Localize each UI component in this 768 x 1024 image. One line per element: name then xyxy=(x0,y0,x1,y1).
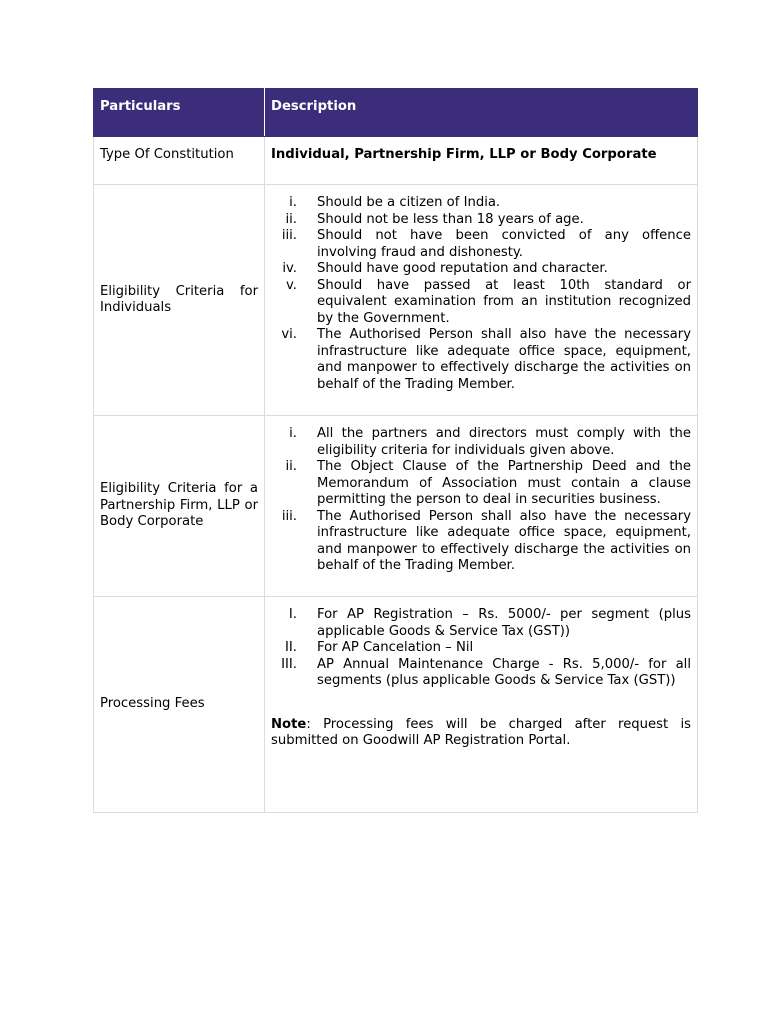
list-item-number: ii. xyxy=(285,459,297,474)
firm-criteria-list xyxy=(271,426,691,575)
list-item xyxy=(271,195,691,212)
row-label-cell xyxy=(94,185,265,416)
list-item-number: II. xyxy=(285,640,297,655)
row-label-cell xyxy=(94,137,265,185)
constitution-value: Individual, Partnership Firm, LLP or Body Corporate xyxy=(271,147,657,162)
list-item-text: Should have good reputation and character. xyxy=(317,261,608,276)
list-item-number: i. xyxy=(289,195,297,210)
firm-label: Eligibility Criteria for a Partnership Firm, LLP or Body Corporate xyxy=(100,481,258,530)
list-item-number: III. xyxy=(281,656,297,672)
list-item xyxy=(271,607,691,640)
list-item xyxy=(271,212,691,229)
row-value-cell xyxy=(265,416,698,597)
fees-note xyxy=(271,717,691,750)
table-row xyxy=(94,416,698,597)
list-item-number: I. xyxy=(288,607,297,622)
list-item-text: The Object Clause of the Partnership Deed and the Memorandum of Association must contain a clause permitting the person to deal in securities business. xyxy=(317,459,691,507)
table-row xyxy=(94,597,698,813)
list-item-text: For AP Cancelation – Nil xyxy=(317,640,474,655)
list-item xyxy=(271,261,691,278)
constitution-label: Type Of Constitution xyxy=(100,147,234,162)
note-label: Note xyxy=(271,716,307,732)
list-item xyxy=(271,278,691,328)
list-item xyxy=(271,327,691,393)
individuals-label: Eligibility Criteria for Individuals xyxy=(100,283,258,315)
fees-label: Processing Fees xyxy=(100,696,205,712)
list-item-number: iv. xyxy=(282,261,297,276)
list-item-text: Should not have been convicted of any offence involving fraud and dishonesty. xyxy=(317,228,691,260)
list-item-number: iii. xyxy=(281,508,297,524)
list-item-number: v. xyxy=(286,277,297,293)
list-item-text: AP Annual Maintenance Charge - Rs. 5,000/- for all segments (plus applicable Goods & Service Tax (GST)) xyxy=(317,656,691,688)
list-item-number: iii. xyxy=(281,228,297,243)
list-item-number: i. xyxy=(289,426,297,441)
list-item xyxy=(271,657,691,690)
list-item-text: Should have passed at least 10th standard or equivalent examination from an institution recognized by the Government. xyxy=(317,277,691,326)
fees-list xyxy=(271,607,691,690)
table-row xyxy=(94,137,698,185)
row-value-cell xyxy=(265,185,698,416)
list-item xyxy=(271,459,691,509)
row-value-cell xyxy=(265,597,698,813)
eligibility-table xyxy=(93,88,698,813)
list-item-text: Should be a citizen of India. xyxy=(317,195,501,210)
header-description: Description xyxy=(265,89,698,137)
table-row xyxy=(94,185,698,416)
table-header-row xyxy=(94,89,698,137)
list-item-text: All the partners and directors must comply with the eligibility criteria for individuals given above. xyxy=(317,426,691,458)
list-item xyxy=(271,640,691,657)
list-item-text: The Authorised Person shall also have the necessary infrastructure like adequate office space, equipment, and manpower to effectively discharge the activities on behalf of the Trading Member. xyxy=(317,327,691,392)
row-value-cell xyxy=(265,137,698,185)
list-item-text: Should not be less than 18 years of age. xyxy=(317,211,584,227)
list-item-number: ii. xyxy=(285,211,297,227)
list-item-number: vi. xyxy=(281,327,297,342)
list-item xyxy=(271,426,691,459)
note-text: : Processing fees will be charged after request is submitted on Goodwill AP Registration Portal. xyxy=(271,716,691,748)
list-item xyxy=(271,228,691,261)
row-label-cell xyxy=(94,597,265,813)
row-label-cell xyxy=(94,416,265,597)
list-item-text: For AP Registration – Rs. 5000/- per segment (plus applicable Goods & Service Tax (GST)) xyxy=(317,607,691,639)
individuals-criteria-list xyxy=(271,195,691,393)
header-particulars: Particulars xyxy=(94,89,265,137)
list-item-text: The Authorised Person shall also have the necessary infrastructure like adequate office space, equipment, and manpower to effectively discharge the activities on behalf of the Trading Member. xyxy=(317,508,691,573)
list-item xyxy=(271,509,691,575)
